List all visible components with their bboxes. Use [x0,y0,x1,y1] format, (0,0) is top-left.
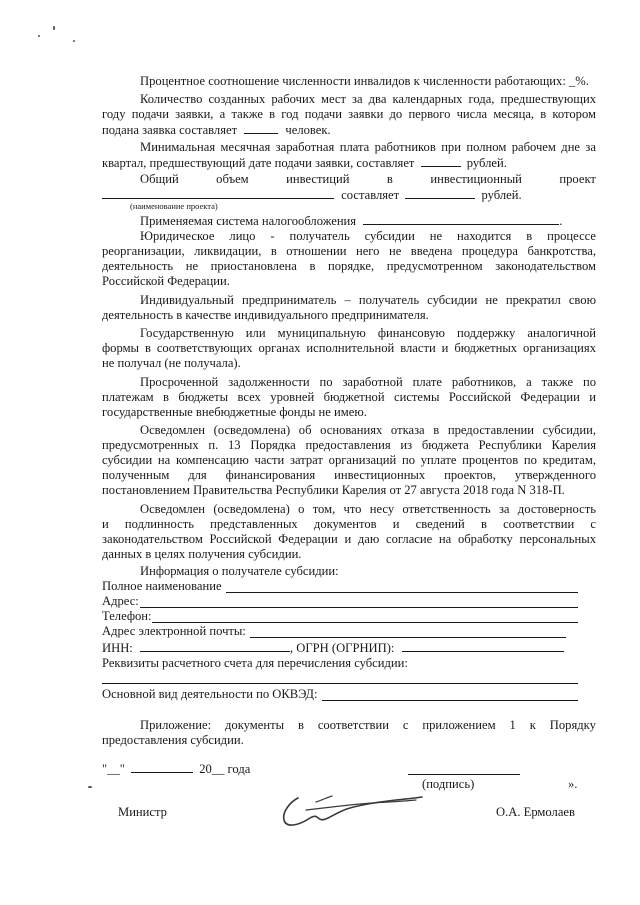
tax-system-end: . [559,214,563,228]
refusal-line-5: постановлением Правительства Республики Карелия от 27 августа 2018 года N 318-П. [102,483,565,497]
scan-speck [53,26,55,30]
investment-mid: составляет [341,188,400,202]
date-year-prefix: 20__ [199,762,225,776]
signature-field[interactable] [408,774,520,775]
date-day: "__" [102,762,125,776]
jobs-line-2: году подачи заявки, а также в год подачи заявки до первого числа месяца, в котором [102,107,596,121]
scan-speck [38,35,40,37]
disabled-ratio-line: Процентное соотношение численности инвалидов к численности работающих: _%. [140,74,589,88]
investment-word: инвестиционный [430,172,522,186]
ogrn-label: , ОГРН (ОГРНИП): [289,641,395,655]
minister-name: О.А. Ермолаев [496,805,575,819]
tax-system-line [140,213,562,228]
scan-speck [73,40,75,42]
jobs-line-1: Количество созданных рабочих мест за два календарных года, предшествующих [140,92,596,106]
recipient-info-title: Информация о получателе субсидии: [140,564,339,578]
jobs-line-3 [102,122,331,137]
signature-caption: (подпись) [422,777,475,791]
full-name-label: Полное наименование [102,579,222,593]
date-year-word: года [227,762,251,776]
entrepreneur-line-1: Индивидуальный предприниматель – получатель субсидии не прекратил свою [140,293,596,307]
appendix-word: Порядку [549,718,596,732]
investment-line-1 [140,172,596,187]
investment-word: объем [216,172,249,186]
closing-quote: ». [568,777,578,791]
minister-title: Министр [118,805,167,819]
ogrn-field[interactable] [402,640,564,652]
appendix-word: в [297,718,304,732]
wage-text: квартал, предшествующий дате подачи заявки, составляет [102,156,415,170]
investment-unit: рублей. [481,188,522,202]
phone-label: Телефон: [102,609,152,623]
full-name-field[interactable] [226,592,578,593]
legal-entity-line-4: Российской Федерации. [102,274,230,288]
appendix-line-1 [140,718,596,733]
project-name-blank[interactable] [102,187,334,199]
investment-word: Общий [140,172,179,186]
appendix-line-2: предоставления субсидии. [102,733,244,747]
address-field[interactable] [140,607,578,608]
wage-line-1: Минимальная месячная заработная плата работников при полном рабочем дне за [140,140,596,154]
appendix-word: 1 [509,718,516,732]
responsibility-line-3: законодательством Российской Федерации и даю согласие на обработку персональных [102,532,596,546]
phone-field[interactable] [152,622,578,623]
refusal-line-3: субсидии на компенсацию части затрат организаций по уплате процентов по кредитам, [102,453,596,467]
jobs-text: подана заявка составляет [102,123,238,137]
tax-system-label: Применяемая система налогообложения [140,214,357,228]
responsibility-line-1: Осведомлен (осведомлена) о том, что несу ответственность за достоверность [140,502,596,516]
refusal-line-2: предусмотренных п. 13 Порядка предоставления из бюджета Республики Карелия [102,438,596,452]
investment-word: в [386,172,393,186]
refusal-line-4: полученным для финансирования инвестиционных проектов, утвержденного [102,468,596,482]
okved-field[interactable] [322,700,578,701]
appendix-word: приложением [422,718,496,732]
investment-line-2 [102,187,522,202]
address-label: Адрес: [102,594,139,608]
scan-speck [88,786,92,788]
legal-entity-line-1: Юридическое лицо - получатель субсидии не находится в процессе [140,229,596,243]
debt-line-1: Просроченной задолженности по заработной плате работников, а также по [140,375,596,389]
email-field[interactable] [250,637,566,638]
inn-ogrn-line [102,640,564,655]
refusal-line-1: Осведомлен (осведомлена) об основаниях отказа в предоставлении субсидии, [140,423,596,437]
investment-word: проект [559,172,596,186]
bank-details-label: Реквизиты расчетного счета для перечисления субсидии: [102,656,408,670]
minister-signature-image [276,788,426,834]
appendix-word: соответствии [317,718,389,732]
jobs-unit: человек. [285,123,331,137]
legal-entity-line-3: деятельность не приостановлена в порядке, предусмотренном законодательством [102,259,596,273]
wage-blank[interactable] [421,155,461,167]
support-line-1: Государственную или муниципальную финансовую поддержку аналогичной [140,326,596,340]
okved-label: Основной вид деятельности по ОКВЭД: [102,687,318,701]
appendix-word: документы [225,718,285,732]
date-month-field[interactable] [131,761,193,773]
debt-line-3: государственные внебюджетные фонды не имею. [102,405,367,419]
date-line [102,761,250,776]
wage-line-2 [102,155,507,170]
jobs-blank[interactable] [244,122,278,134]
inn-label: ИНН: [102,641,133,655]
support-line-2: формы в соответствующих органах исполнительной власти и бюджетных организациях [102,341,596,355]
support-line-3: не получал (не получала). [102,356,241,370]
legal-entity-line-2: реорганизации, ликвидации, в отношении него не введена процедура банкротства, [102,244,596,258]
bank-details-field[interactable] [102,683,578,684]
entrepreneur-line-2: деятельность в качестве индивидуального предпринимателя. [102,308,429,322]
appendix-word: к [529,718,536,732]
project-name-caption: (наименование проекта) [130,201,218,211]
wage-unit: рублей. [466,156,507,170]
responsibility-line-2: и подлинность представленных документов и сведений в соответствии с [102,517,596,531]
debt-line-2: платежам в бюджеты всех уровней бюджетной системы Российской Федерации и [102,390,596,404]
investment-amount-blank[interactable] [405,187,475,199]
tax-system-blank[interactable] [363,213,559,225]
investment-word: инвестиций [286,172,350,186]
appendix-word: Приложение: [140,718,212,732]
inn-field[interactable] [140,640,290,652]
email-label: Адрес электронной почты: [102,624,246,638]
appendix-word: с [402,718,409,732]
responsibility-line-4: данных в целях получения субсидии. [102,547,302,561]
